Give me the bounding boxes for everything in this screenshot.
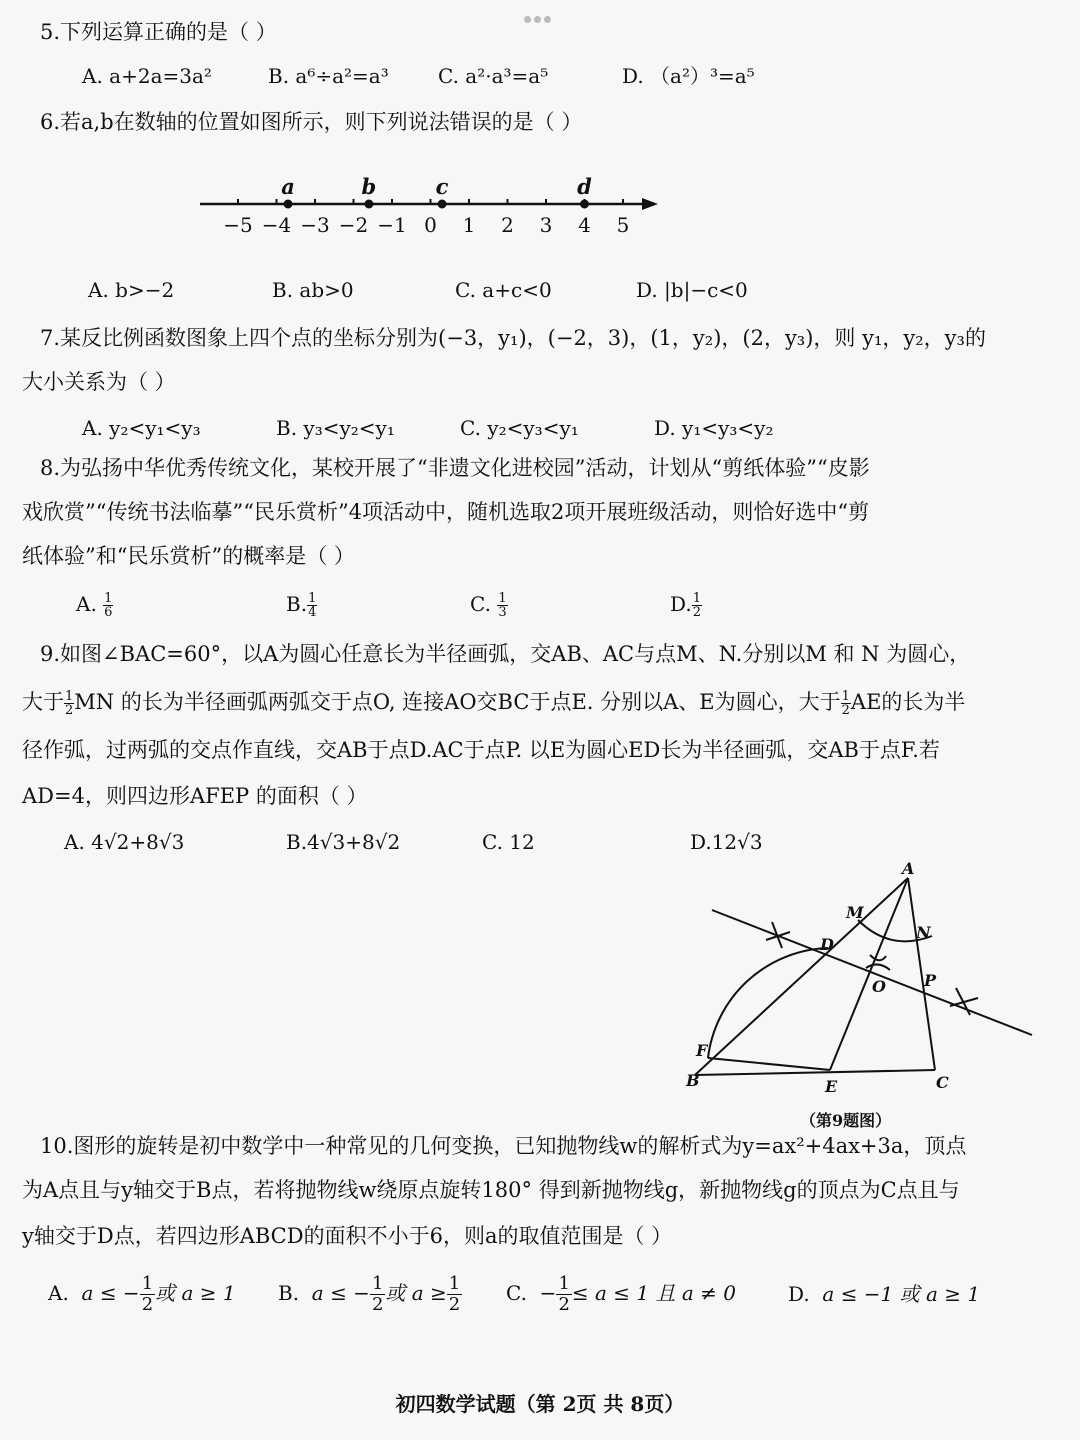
point-label-c: c <box>435 174 449 199</box>
q8-option-a: A. $\frac{1}{6}$ <box>76 591 113 620</box>
figure-caption: （第9题图） <box>800 1111 892 1130</box>
q6-option-c: C. a+c<0 <box>455 278 552 302</box>
label-o: O <box>872 977 886 996</box>
q6-stem: 6.若a,b在数轴的位置如图所示，则下列说法错误的是（ ） <box>40 110 583 134</box>
label-n: N <box>916 923 931 942</box>
q6-option-b: B. ab>0 <box>272 278 354 302</box>
q9-stem-line2: 大于 $\frac{1}{2}$ MN 的长为半径画弧两弧交于点O, 连接AO交BC于点E. 分别以A、E为圆心，大于 $\frac{1}{2}$ AE的长为半 <box>22 689 966 718</box>
q5-option-c: C. a²·a³=a⁵ <box>438 64 549 88</box>
point-a <box>284 200 293 209</box>
q8-option-b: B. $\frac{1}{4}$ <box>286 591 317 620</box>
tick-label: −5 <box>223 213 253 237</box>
arc-ed <box>708 948 828 1058</box>
q7-stem-line1: 7.某反比例函数图象上四个点的坐标分别为(−3，y₁)，(−2，3)，(1，y₂)，(2，y₃)，则 y₁，y₂，y₃的 <box>40 326 986 350</box>
segment-bc <box>695 1070 935 1075</box>
label-c: C <box>936 1073 949 1092</box>
number-line <box>190 170 670 240</box>
q5-option-a: A. a+2a=3a² <box>82 64 212 88</box>
label-p: P <box>924 971 937 990</box>
window-dots-icon[interactable] <box>524 8 558 18</box>
tick-label: 3 <box>539 213 553 237</box>
q8-option-d: D. $\frac{1}{2}$ <box>670 591 701 620</box>
tick-label: 0 <box>424 213 437 237</box>
q7-option-c: C. y₂<y₃<y₁ <box>460 416 579 440</box>
perpendicular-bisector <box>712 910 1032 1035</box>
label-d: D <box>820 935 834 954</box>
q6-option-a: A. b>−2 <box>88 278 175 302</box>
tick-label: 4 <box>578 213 591 237</box>
label-m: M <box>846 903 864 922</box>
label-a: A <box>902 860 915 878</box>
q5-stem: 5.下列运算正确的是（ ） <box>40 20 277 44</box>
q10-option-d: D. a ≤ −1 或 a ≥ 1 <box>788 1282 981 1306</box>
segment-fe <box>708 1058 830 1070</box>
label-e: E <box>825 1077 838 1096</box>
q10-stem-line2: 为A点且与y轴交于B点，若将抛物线w绕原点旋转180° 得到新抛物线g，新抛物线g的顶点为C点且与 <box>22 1178 960 1202</box>
q6-option-d: D. |b|−c<0 <box>636 278 748 302</box>
q10-option-c: C. − $\frac{1}{2}$ ≤ a ≤ 1 且 a ≠ 0 <box>506 1273 736 1315</box>
q9-stem-line1: 9.如图∠BAC=60°，以A为圆心任意长为半径画弧，交AB、AC与点M、N.分别以M 和 N 为圆心， <box>40 642 971 666</box>
q10-stem-line3: y轴交于D点，若四边形ABCD的面积不小于6，则a的取值范围是（ ） <box>22 1224 673 1248</box>
q7-option-d: D. y₁<y₃<y₂ <box>654 416 774 440</box>
q9-option-c: C. 12 <box>482 830 535 854</box>
q10-stem-line1: 10.图形的旋转是初中数学中一种常见的几何变换，已知抛物线w的解析式为y=ax²+4ax+3a，顶点 <box>40 1134 967 1158</box>
tick-label: 2 <box>501 213 514 237</box>
q8-option-c: C. $\frac{1}{3}$ <box>470 591 507 620</box>
axis-arrow-icon <box>642 198 658 210</box>
q5-option-d: D. （a²）³=a⁵ <box>622 64 755 88</box>
q7-option-b: B. y₃<y₂<y₁ <box>276 416 395 440</box>
point-label-b: b <box>361 174 377 199</box>
point-label-d: d <box>577 174 592 199</box>
tick-label: −3 <box>300 213 330 237</box>
q10-option-a: A. a ≤ − $\frac{1}{2}$ 或 a ≥ 1 <box>48 1273 236 1315</box>
tick-label: −4 <box>261 213 292 237</box>
tick-label: −2 <box>338 213 369 237</box>
point-label-a: a <box>281 174 295 199</box>
q7-stem-line2: 大小关系为（ ） <box>22 370 176 394</box>
q10-option-b: B. a ≤ − $\frac{1}{2}$ 或 a ≥ $\frac{1}{2}$ <box>278 1273 461 1315</box>
q9-option-d: D.12√3 <box>690 830 763 854</box>
label-b: B <box>686 1071 700 1090</box>
q9-option-a: A. 4√2+8√3 <box>64 830 185 854</box>
page-footer: 初四数学试题（第 2页 共 8页） <box>395 1392 685 1416</box>
point-b <box>364 200 373 209</box>
q9-stem-line3: 径作弧，过两弧的交点作直线，交AB于点D.AC于点P. 以E为圆心ED长为半径画弧，交AB于点F.若 <box>22 738 940 762</box>
tick-label: 5 <box>616 213 630 237</box>
tick-label: 1 <box>462 213 476 237</box>
q8-stem-line3: 纸体验”和“民乐赏析”的概率是（ ） <box>22 544 355 568</box>
q5-option-b: B. a⁶÷a²=a³ <box>268 64 389 88</box>
q9-geometry-figure <box>680 860 1050 1110</box>
segment-ae <box>830 878 908 1070</box>
q7-option-a: A. y₂<y₁<y₃ <box>82 416 201 440</box>
q9-stem-line4: AD=4，则四边形AFEP 的面积（ ） <box>22 784 368 808</box>
q9-option-b: B.4√3+8√2 <box>286 830 401 854</box>
point-c <box>438 200 447 209</box>
point-d <box>580 200 589 209</box>
label-f: F <box>696 1041 708 1060</box>
q8-stem-line2: 戏欣赏”“传统书法临摹”“民乐赏析”4项活动中，随机选取2项开展班级活动，则恰好选中“剪 <box>22 500 870 524</box>
q8-stem-line1: 8.为弘扬中华优秀传统文化，某校开展了“非遗文化进校园”活动，计划从“剪纸体验”“皮影 <box>40 456 870 480</box>
tick-label: −1 <box>377 213 407 237</box>
